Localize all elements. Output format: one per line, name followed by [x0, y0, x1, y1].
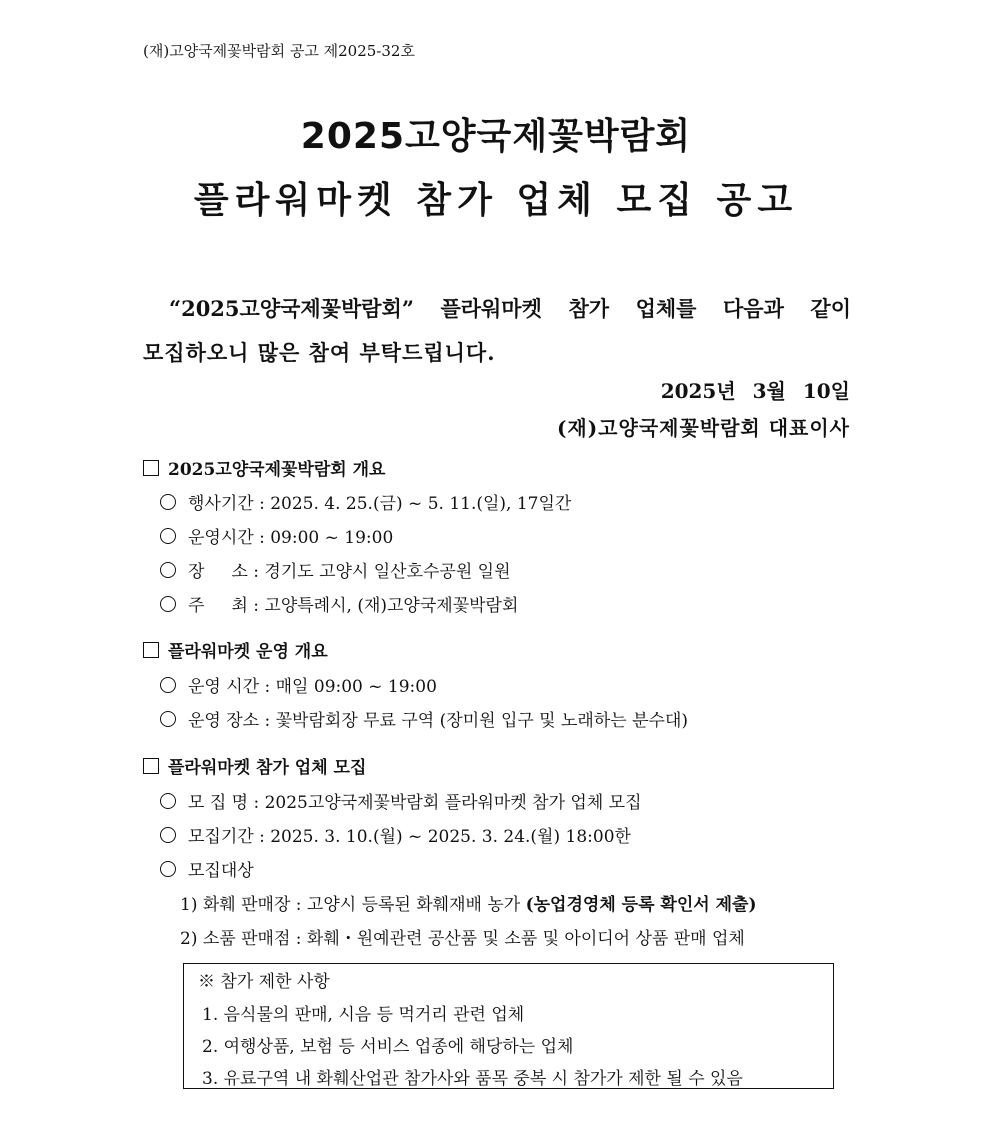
- intro-line2: 모집하오니 많은 참여 부탁드립니다.: [143, 340, 496, 365]
- circle-bullet-icon: [160, 711, 176, 727]
- issuer-signature: (재)고양국제꽃박람회 대표이사: [556, 416, 850, 440]
- list-item: [160, 591, 518, 616]
- list-item-text: 운영시간 : 09:00 ~ 19:00: [188, 528, 394, 548]
- circle-bullet-icon: [160, 793, 176, 809]
- issue-date: 2025년 3월 10일: [660, 379, 850, 403]
- list-item-text: 모 집 명 : 2025고양국제꽃박람회 플라워마켓 참가 업체 모집: [188, 793, 642, 813]
- circle-bullet-icon: [160, 861, 176, 877]
- document-title-line1: 2025고양국제꽃박람회: [300, 116, 692, 157]
- restriction-item: 3. 유료구역 내 화훼산업관 참가사와 품목 중복 시 참가가 제한 될 수 있음: [202, 1069, 743, 1089]
- checkbox-square-icon: [143, 642, 159, 658]
- target-item-text: 1) 화훼 판매장 : 고양시 등록된 화훼재배 농가: [180, 895, 526, 915]
- list-item-text: 모집기간 : 2025. 3. 10.(월) ~ 2025. 3. 24.(월) 18:00한: [188, 827, 631, 847]
- target-item-text: 2) 소품 판매점 : 화훼・원예관련 공산품 및 소품 및 아이디어 상품 판매 업체: [180, 929, 745, 949]
- section-heading-text: 플라워마켓 참가 업체 모집: [168, 758, 367, 778]
- section-heading-text: 플라워마켓 운영 개요: [168, 642, 328, 662]
- section-heading-text: 2025고양국제꽃박람회 개요: [168, 460, 386, 480]
- restrictions-title: ※ 참가 제한 사항: [198, 972, 330, 992]
- checkbox-square-icon: [143, 758, 159, 774]
- notice-number: (재)고양국제꽃박람회 공고 제2025-32호: [143, 42, 415, 60]
- list-item: [160, 706, 688, 731]
- restriction-item: 1. 음식물의 판매, 시음 등 먹거리 관련 업체: [202, 1005, 525, 1025]
- list-item-text: 모집대상: [188, 861, 254, 881]
- list-item: [160, 856, 254, 881]
- restriction-item: 2. 여행상품, 보험 등 서비스 업종에 해당하는 업체: [202, 1037, 574, 1057]
- list-item: [160, 489, 571, 514]
- circle-bullet-icon: [160, 596, 176, 612]
- list-item-text: 장 소 : 경기도 고양시 일산호수공원 일원: [188, 562, 511, 582]
- section-heading-overview: [143, 455, 385, 480]
- list-item: [160, 672, 437, 697]
- list-item: [160, 557, 511, 582]
- target-item: [180, 890, 757, 915]
- target-item: [180, 924, 745, 949]
- list-item: [160, 822, 631, 847]
- section-heading-recruitment: [143, 753, 366, 778]
- intro-line1: “2025고양국제꽃박람회” 플라워마켓 참가 업체를 다음과 같이: [169, 296, 851, 321]
- circle-bullet-icon: [160, 562, 176, 578]
- circle-bullet-icon: [160, 494, 176, 510]
- section-heading-market-operation: [143, 637, 328, 662]
- target-item-note: (농업경영체 등록 확인서 제출): [525, 895, 757, 915]
- list-item-text: 운영 장소 : 꽃박람회장 무료 구역 (장미원 입구 및 노래하는 분수대): [188, 711, 689, 731]
- list-item: [160, 788, 642, 813]
- circle-bullet-icon: [160, 827, 176, 843]
- document-title-line2: 플라워마켓 참가 업체 모집 공고: [193, 180, 799, 221]
- list-item-text: 행사기간 : 2025. 4. 25.(금) ~ 5. 11.(일), 17일간: [188, 494, 572, 514]
- circle-bullet-icon: [160, 677, 176, 693]
- restrictions-box: [183, 963, 834, 1089]
- circle-bullet-icon: [160, 528, 176, 544]
- list-item-text: 주 최 : 고양특례시, (재)고양국제꽃박람회: [188, 596, 519, 616]
- checkbox-square-icon: [143, 460, 159, 476]
- list-item-text: 운영 시간 : 매일 09:00 ~ 19:00: [188, 677, 437, 697]
- list-item: [160, 523, 393, 548]
